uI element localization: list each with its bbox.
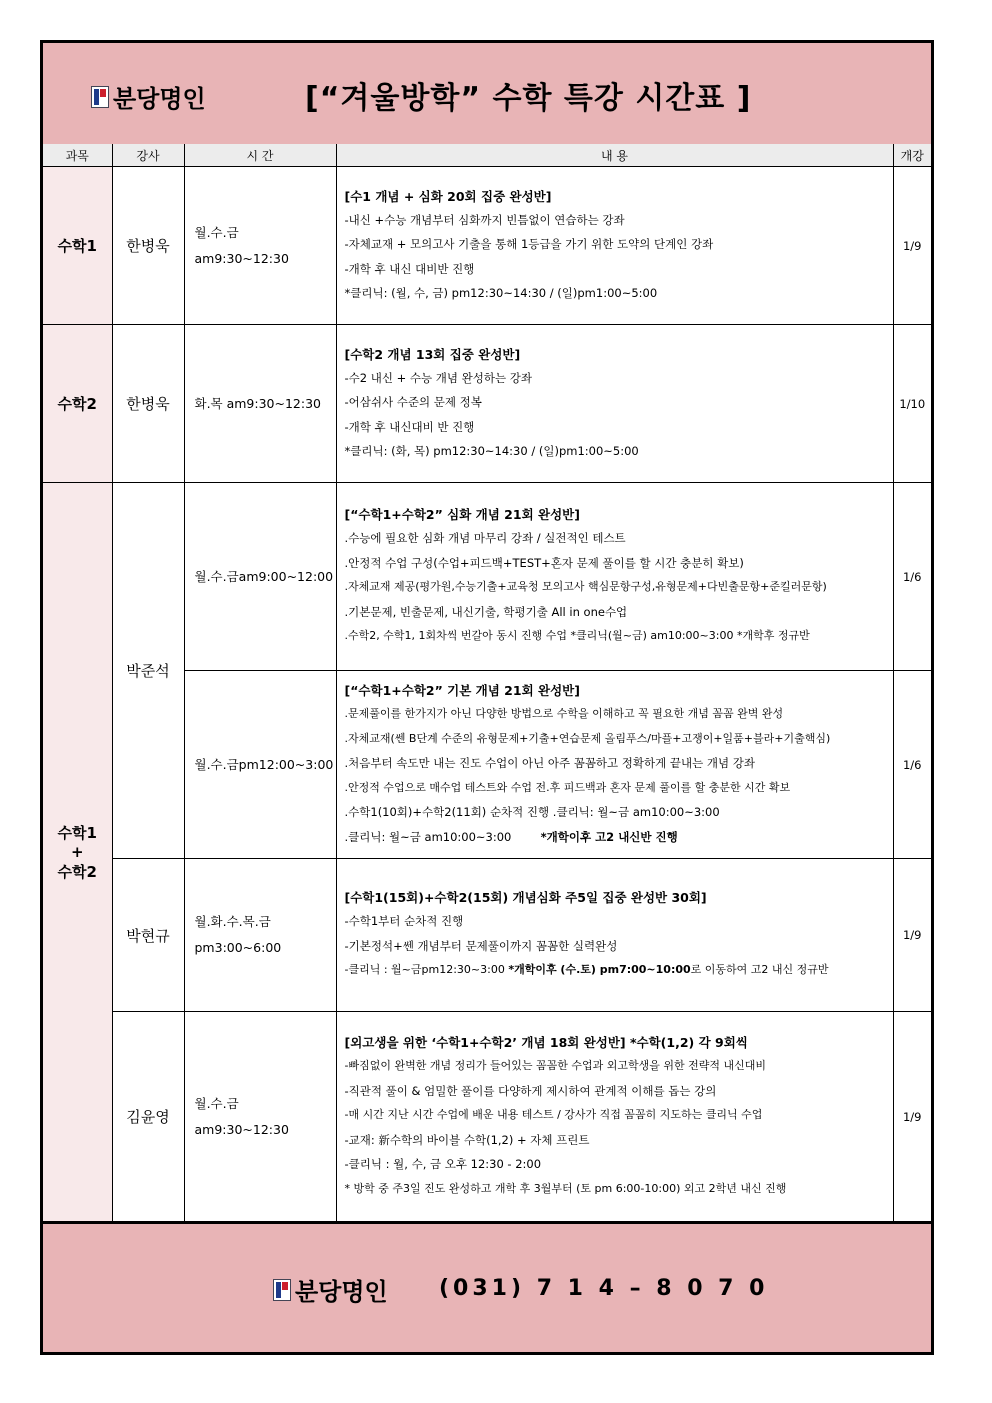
content-line: .안정적 수업으로 매수업 테스트와 수업 전.후 피드백과 혼자 문제 풀이를 할 충분한 시간 확보 bbox=[344, 780, 791, 794]
teacher-cell: 박준석 bbox=[112, 483, 184, 859]
time-hours: pm3:00~6:00 bbox=[194, 940, 282, 955]
col-header-time: 시 간 bbox=[184, 144, 336, 167]
teacher-cell: 박현규 bbox=[112, 859, 184, 1012]
subject-line: 수학2 bbox=[57, 863, 97, 881]
note-suffix: 로 이동하여 고2 내신 정규반 bbox=[690, 963, 829, 977]
teacher-cell: 김윤영 bbox=[112, 1012, 184, 1222]
col-header-open: 개강 bbox=[893, 144, 931, 167]
content-cell bbox=[336, 483, 893, 671]
teacher-cell: 한병욱 bbox=[112, 167, 184, 325]
course-title: [수1 개념 + 심화 20회 집중 완성반] bbox=[344, 188, 552, 204]
header-logo bbox=[91, 79, 206, 114]
timetable bbox=[43, 144, 931, 1222]
open-date-cell: 1/9 bbox=[893, 1012, 931, 1222]
content-line: .수능에 필요한 심화 개념 마무리 강좌 / 실전적인 테스트 bbox=[344, 531, 626, 546]
time-cell: 월.수.금pm12:00~3:00 bbox=[184, 671, 336, 859]
header-banner bbox=[43, 43, 931, 146]
content-line: .자체교재(쎈 B단계 수준의 유형문제+기출+연습문제 올림푸스/마플+고쟁이+일품+블라+기출핵심) bbox=[344, 731, 831, 745]
content-line: .클리닉: 월~금 am10:00~3:00 bbox=[344, 829, 512, 844]
content-cell bbox=[336, 671, 893, 859]
content-line: -클리닉 : 월, 수, 금 오후 12:30 - 2:00 bbox=[344, 1157, 542, 1171]
content-cell bbox=[336, 859, 893, 1012]
page-title: [“겨울방학” 수학 특강 시간표 ] bbox=[305, 81, 752, 116]
content-line: -수2 내신 + 수능 개념 완성하는 강좌 bbox=[344, 370, 532, 385]
content-line: -내신 +수능 개념부터 심화까지 빈틈없이 연습하는 강좌 bbox=[344, 212, 625, 227]
timetable-frame bbox=[40, 40, 934, 1355]
content-line: -빠짐없이 완벽한 개념 정리가 들어있는 꼼꼼한 수업과 외고학생을 위한 전략적 내신대비 bbox=[344, 1059, 766, 1072]
content-line: -어삼쉬사 수준의 문제 정복 bbox=[344, 395, 482, 409]
time-days: 월.수.금 bbox=[194, 1095, 239, 1111]
content-line: .기본문제, 빈출문제, 내신기출, 학평기출 All in one수업 bbox=[344, 604, 628, 619]
content-line: *클리닉: (월, 수, 금) pm12:30~14:30 / (일)pm1:00~5:00 bbox=[344, 286, 658, 300]
time-days: 월.수.금 bbox=[194, 224, 239, 240]
content-line: .문제풀이를 한가지가 아닌 다양한 방법으로 수학을 이해하고 꼭 필요한 개념 꼼꼼 완벽 완성 bbox=[344, 707, 784, 720]
content-line: -직관적 풀이 & 엄밀한 풀이를 다양하게 제시하여 관계적 이해를 돕는 강의 bbox=[344, 1083, 717, 1098]
time-days: 월.화.수.목.금 bbox=[194, 914, 271, 929]
time-cell: 화.목 am9:30~12:30 bbox=[184, 325, 336, 483]
course-title: [“수학1+수학2” 심화 개념 21회 완성반] bbox=[344, 507, 580, 523]
content-line: .안정적 수업 구성(수업+피드백+TEST+혼자 문제 풀이를 할 시간 충분히 확보) bbox=[344, 555, 744, 570]
content-line-with-note bbox=[345, 958, 885, 983]
col-header-content: 내 용 bbox=[336, 144, 893, 167]
teacher-cell: 한병욱 bbox=[112, 325, 184, 483]
content-line: -개학 후 내신대비 반 진행 bbox=[344, 419, 475, 434]
table-header-row bbox=[43, 144, 931, 167]
time-hours: am9:30~12:30 bbox=[194, 1121, 289, 1137]
subject-line: + bbox=[70, 843, 84, 861]
course-title: [“수학1+수학2” 기본 개념 21회 완성반] bbox=[344, 683, 580, 698]
col-header-teacher: 강사 bbox=[112, 144, 184, 167]
course-title: [수학1(15회)+수학2(15회) 개념심화 주5일 집중 완성반 30회] bbox=[344, 890, 707, 906]
open-date-cell: 1/9 bbox=[893, 167, 931, 325]
clinic-text: -클리닉 : 월~금pm12:30~3:00 bbox=[344, 963, 509, 977]
content-cell bbox=[336, 1012, 893, 1222]
time-cell: 월.수.금am9:00~12:00 bbox=[184, 483, 336, 671]
content-line: .자체교재 제공(평가원,수능기출+교육청 모의고사 핵심문항구성,유형문제+다빈출문항+준킬러문항) bbox=[344, 580, 827, 594]
header-logo-text: 분당명인 bbox=[113, 85, 206, 113]
open-date-cell: 1/6 bbox=[893, 671, 931, 859]
content-line-with-note bbox=[345, 825, 885, 850]
content-line: -수학1부터 순차적 진행 bbox=[344, 914, 464, 929]
footer-logo bbox=[273, 1272, 388, 1307]
table-row bbox=[43, 325, 931, 483]
content-line: -기본정석+쎈 개념부터 문제풀이까지 꼼꼼한 실력완성 bbox=[344, 938, 618, 953]
course-title: [수학2 개념 13회 집중 완성반] bbox=[344, 346, 521, 362]
content-line: -개학 후 내신 대비반 진행 bbox=[344, 261, 475, 276]
content-line: -자체교재 + 모의고사 기출을 통해 1등급을 가기 위한 도약의 단계인 강좌 bbox=[344, 237, 714, 251]
col-header-subject: 과목 bbox=[43, 144, 112, 167]
time-cell bbox=[184, 1012, 336, 1222]
content-line: *클리닉: (화, 목) pm12:30~14:30 / (일)pm1:00~5:00 bbox=[344, 444, 639, 458]
content-line: .수학1(10회)+수학2(11회) 순차적 진행 .클리닉: 월~금 am10:00~3:00 bbox=[344, 805, 720, 819]
course-title: [외고생을 위한 ‘수학1+수학2’ 개념 18회 완성반] *수학(1,2) 각 9회씩 bbox=[344, 1035, 748, 1050]
open-date-cell: 1/10 bbox=[893, 325, 931, 483]
content-line: .처음부터 속도만 내는 진도 수업이 아닌 아주 꼼꼼하고 정확하게 끝내는 개념 강좌 bbox=[344, 756, 755, 770]
bold-note: *개학이후 고2 내신반 진행 bbox=[540, 829, 678, 844]
open-date-cell: 1/6 bbox=[893, 483, 931, 671]
content-line: -매 시간 지난 시간 수업에 배운 내용 테스트 / 강사가 직접 꼼꼼히 지도하는 클리닉 수업 bbox=[344, 1108, 763, 1121]
time-cell bbox=[184, 167, 336, 325]
phone-number: (031) 7 1 4 – 8 0 7 0 bbox=[439, 1276, 769, 1301]
time-cell bbox=[184, 859, 336, 1012]
content-line: -교재: 新수학의 바이블 수학(1,2) + 자체 프린트 bbox=[344, 1132, 590, 1147]
logo-mark-icon bbox=[91, 86, 109, 108]
content-line: * 방학 중 주3일 진도 완성하고 개학 후 3월부터 (토 pm 6:00-10:00) 외고 2학년 내신 진행 bbox=[344, 1181, 787, 1195]
bold-note: *개학이후 (수.토) pm7:00~10:00 bbox=[508, 963, 691, 977]
table-row bbox=[43, 167, 931, 325]
subject-cell: 수학2 bbox=[43, 325, 112, 483]
subject-cell: 수학1 bbox=[43, 167, 112, 325]
open-date-cell: 1/9 bbox=[893, 859, 931, 1012]
time-hours: am9:30~12:30 bbox=[194, 250, 289, 266]
subject-line: 수학1 bbox=[57, 824, 97, 842]
content-line: .수학2, 수학1, 1회차씩 번갈아 동시 진행 수업 *클리닉(월~금) am10:00~3:00 *개학후 정규반 bbox=[344, 629, 810, 643]
logo-mark-icon bbox=[273, 1279, 291, 1301]
table-row bbox=[43, 483, 931, 671]
table-row bbox=[43, 1012, 931, 1222]
content-cell bbox=[336, 167, 893, 325]
table-row bbox=[43, 859, 931, 1012]
footer-logo-text: 분당명인 bbox=[295, 1278, 388, 1306]
content-cell bbox=[336, 325, 893, 483]
footer-banner bbox=[43, 1222, 931, 1352]
subject-cell-combined bbox=[43, 483, 112, 1222]
